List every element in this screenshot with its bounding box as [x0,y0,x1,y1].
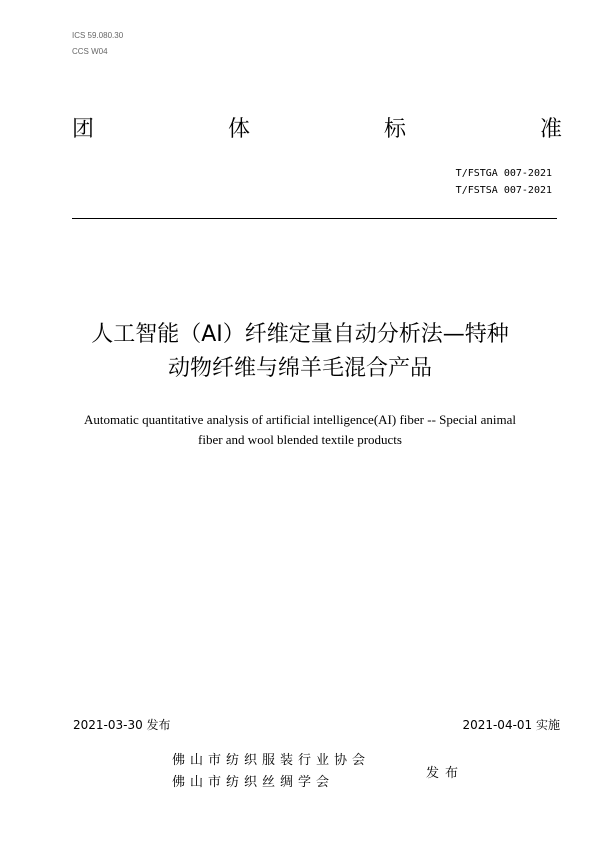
classification-codes [72,28,123,60]
standard-number-1: T/FSTGA 007-2021 [455,168,552,179]
chinese-title [40,318,560,386]
standard-number-2: T/FSTSA 007-2021 [455,185,552,196]
standard-numbers [456,165,552,199]
header-divider [72,218,557,219]
implement-date: 2021-04-01 实施 [462,718,560,732]
standard-type-heading [72,112,562,148]
standard-type-char-2: 体 [227,117,250,142]
standard-type-char-3: 标 [383,117,406,142]
standard-type-char-1: 团 [72,117,95,142]
english-title-line-1: Automatic quantitative analysis of artificial intelligence(AI) fiber -- Special animal [83,412,517,427]
chinese-title-line-2: 动物纤维与绵羊毛混合产品 [167,356,432,381]
english-title-line-2: fiber and wool blended textile products [198,432,402,447]
issuing-organizations [172,750,370,794]
issue-label: 发布 [426,766,465,781]
ccs-code: CCS W04 [72,47,108,56]
issuer-org-1: 佛山市纺织服装行业协会 [172,753,371,768]
publish-date: 2021-03-30 发布 [73,718,171,732]
ics-code: ICS 59.080.30 [72,31,124,40]
standard-type-char-4: 准 [539,117,562,142]
chinese-title-line-1: 人工智能（AI）纤维定量自动分析法—特种 [91,322,509,347]
issuer-org-2: 佛山市纺织丝绸学会 [172,775,335,790]
english-title [40,410,560,450]
